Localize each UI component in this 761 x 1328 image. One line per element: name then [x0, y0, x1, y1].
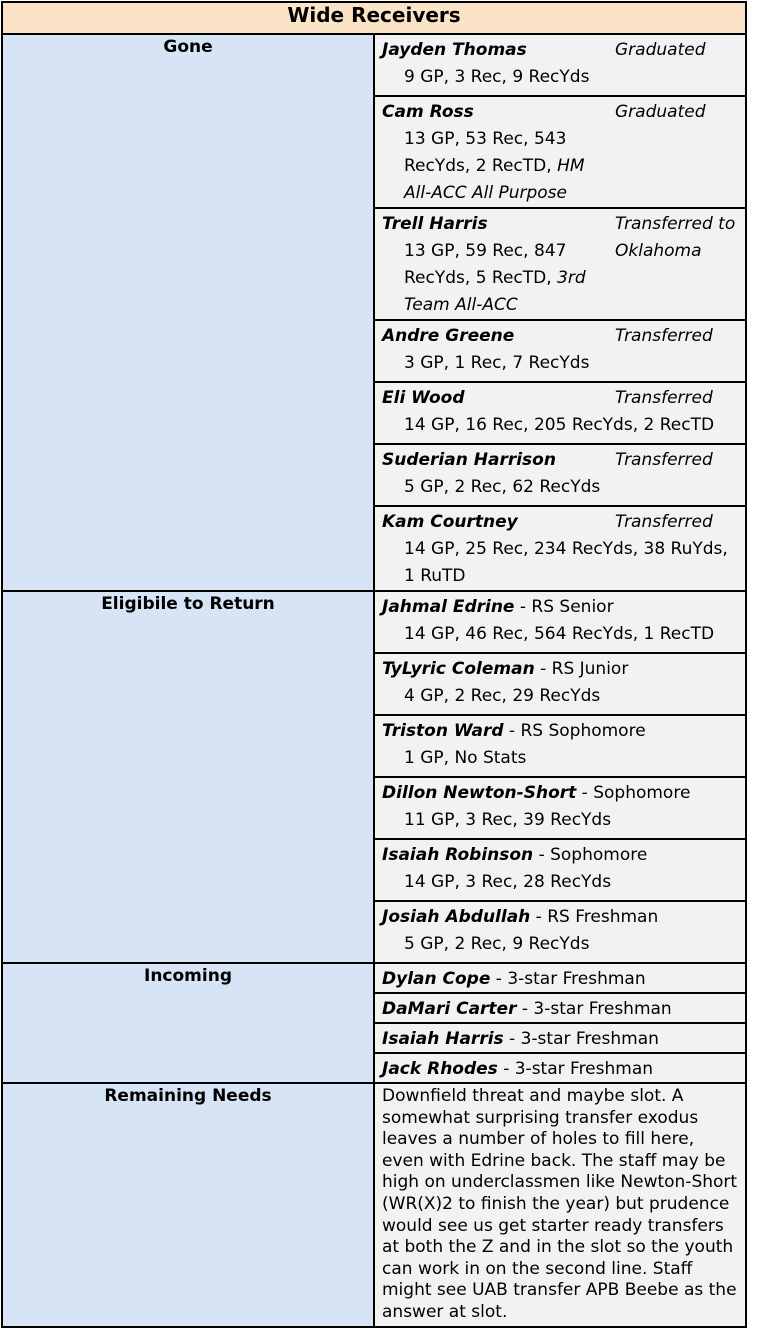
player-stats: 14 GP, 25 Rec, 234 RecYds, 38 RuYds, 1 RuTD	[404, 539, 728, 586]
player-entry	[374, 96, 746, 208]
player-stats: 5 GP, 2 Rec, 9 RecYds	[404, 934, 590, 954]
player-name: Trell Harris	[382, 214, 488, 234]
category-incoming: Incoming	[2, 963, 374, 1083]
player-entry	[374, 34, 746, 96]
player-name: Jack Rhodes	[382, 1059, 498, 1079]
player-honor: HM All-ACC All Purpose	[404, 156, 585, 203]
player-entry	[374, 591, 746, 653]
player-entry	[374, 901, 746, 963]
player-status: Transferred	[615, 512, 713, 532]
player-stats: 13 GP, 53 Rec, 543 RecYds, 2 RecTD,	[404, 129, 567, 176]
player-name: Isaiah Robinson	[382, 845, 534, 865]
wide-receivers-table	[1, 1, 747, 1328]
player-stats: 9 GP, 3 Rec, 9 RecYds	[404, 67, 590, 87]
player-name: Isaiah Harris	[382, 1029, 504, 1049]
player-name: Eli Wood	[382, 388, 465, 408]
player-entry	[374, 777, 746, 839]
player-stats: 3 GP, 1 Rec, 7 RecYds	[404, 353, 590, 373]
player-name: DaMari Carter	[382, 999, 517, 1019]
player-name: Josiah Abdullah	[382, 907, 531, 927]
table-title: Wide Receivers	[2, 2, 746, 34]
player-class: - 3-star Freshman	[490, 969, 646, 989]
player-name: Andre Greene	[382, 326, 515, 346]
player-entry	[374, 1053, 746, 1083]
player-entry	[374, 839, 746, 901]
player-entry	[374, 963, 746, 993]
player-entry	[374, 320, 746, 382]
player-honor: 3rd Team All-ACC	[404, 268, 586, 315]
player-name: Kam Courtney	[382, 512, 518, 532]
player-name: Jahmal Edrine	[382, 597, 515, 617]
player-entry	[374, 506, 746, 591]
player-status: Transferred	[615, 450, 713, 470]
player-entry	[374, 208, 746, 320]
player-class: - RS Freshman	[530, 907, 659, 927]
player-status: Graduated	[615, 40, 706, 60]
player-name: Cam Ross	[382, 102, 474, 122]
player-name: Triston Ward	[382, 721, 504, 741]
player-entry	[374, 444, 746, 506]
player-status: Graduated	[615, 102, 706, 122]
category-eligible: Eligibile to Return	[2, 591, 374, 963]
player-class: - Sophomore	[576, 783, 691, 803]
category-remaining-needs: Remaining Needs	[2, 1083, 374, 1327]
player-stats: 5 GP, 2 Rec, 62 RecYds	[404, 477, 601, 497]
player-stats: 14 GP, 3 Rec, 28 RecYds	[404, 872, 612, 892]
player-entry	[374, 653, 746, 715]
player-status: Transferred to Oklahoma	[615, 214, 736, 261]
player-status: Transferred	[615, 388, 713, 408]
player-class: - RS Junior	[534, 659, 629, 679]
remaining-needs-text: Downfield threat and maybe slot. A somewhat surprising transfer exodus leaves a number of holes to fill here, even with Edrine back. The staff may be high on underclassmen like Newton-Short (WR(X)2 to finish the year) but prudence would see us get starter ready transfers at both the Z and in the slot so the youth can work in on the second line. Staff might see UAB transfer APB Beebe as the answer at slot.	[374, 1083, 746, 1327]
player-stats: 13 GP, 59 Rec, 847 RecYds, 5 RecTD,	[404, 241, 567, 288]
player-name: Dylan Cope	[382, 969, 491, 989]
player-entry	[374, 1023, 746, 1053]
player-name: Suderian Harrison	[382, 450, 556, 470]
player-stats: 11 GP, 3 Rec, 39 RecYds	[404, 810, 612, 830]
player-stats: 4 GP, 2 Rec, 29 RecYds	[404, 686, 601, 706]
player-class: - RS Sophomore	[503, 721, 646, 741]
category-gone: Gone	[2, 34, 374, 591]
player-name: Jayden Thomas	[382, 40, 527, 60]
player-status: Transferred	[615, 326, 713, 346]
player-entry	[374, 715, 746, 777]
player-class: - 3-star Freshman	[516, 999, 672, 1019]
player-class: - Sophomore	[533, 845, 648, 865]
player-name: TyLyric Coleman	[382, 659, 535, 679]
player-name: Dillon Newton-Short	[382, 783, 577, 803]
player-stats: 14 GP, 46 Rec, 564 RecYds, 1 RecTD	[404, 624, 715, 644]
player-stats: 1 GP, No Stats	[404, 748, 527, 768]
player-class: - 3-star Freshman	[497, 1059, 654, 1079]
player-stats: 14 GP, 16 Rec, 205 RecYds, 2 RecTD	[404, 415, 715, 435]
player-entry	[374, 993, 746, 1023]
player-entry	[374, 382, 746, 444]
player-class: - 3-star Freshman	[503, 1029, 659, 1049]
player-class: - RS Senior	[514, 597, 614, 617]
